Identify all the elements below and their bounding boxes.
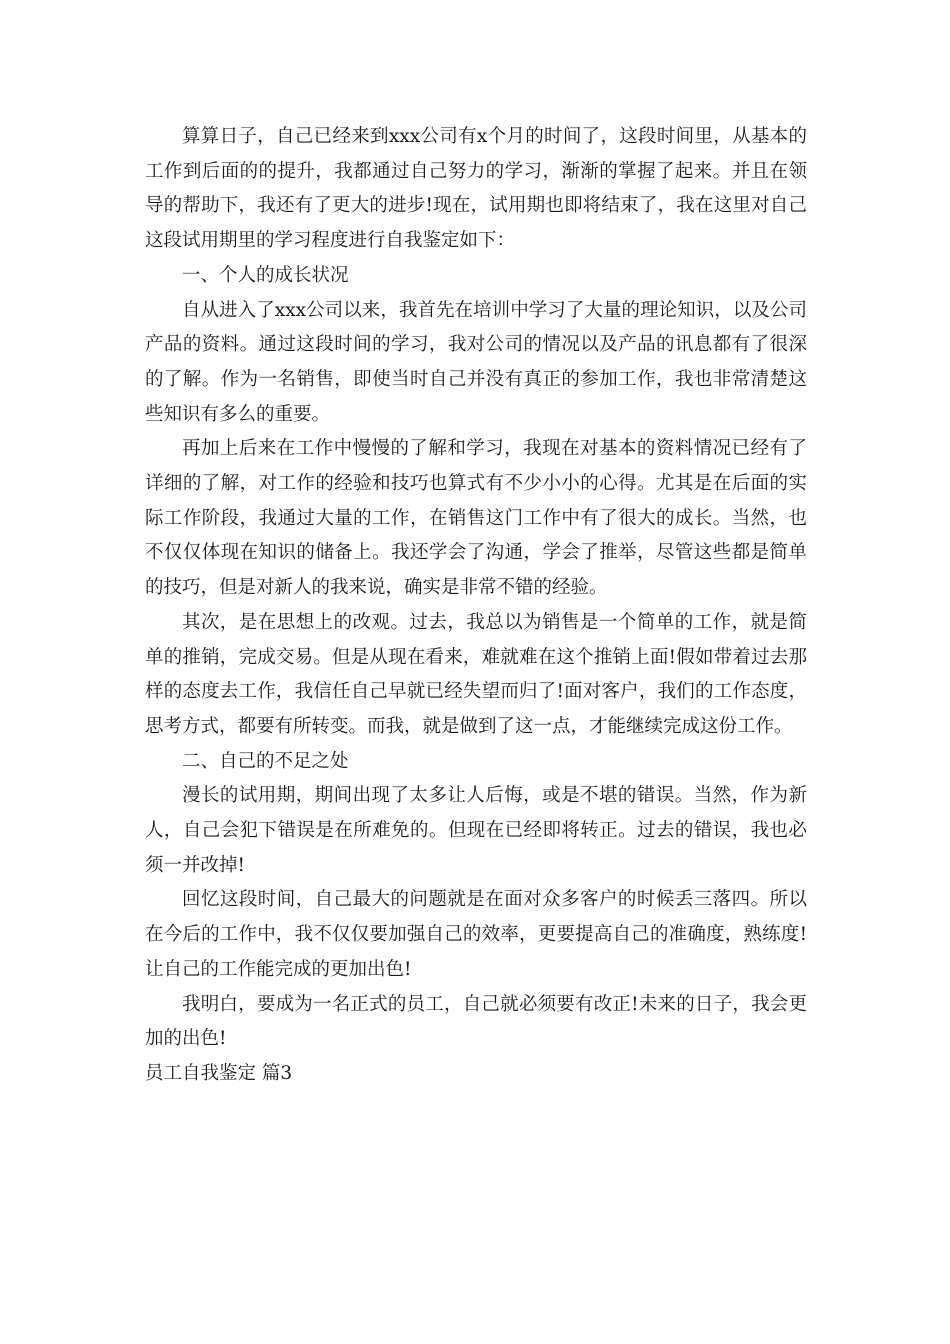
next-article-title: 员工自我鉴定 篇3 xyxy=(145,1062,293,1084)
section-heading-growth: 一、个人的成长状况 xyxy=(182,264,349,286)
body-paragraph: 其次，是在思想上的改观。过去，我总以为销售是一个简单的工作，就是简单的推销，完成交易。但是从现在看来，难就难在这个推销上面!假如带着过去那样的态度去工作，我信任自己早就已经失望而归了!面对客户，我们的工作态度，思考方式，都要有所转变。而我，就是做到了这一点，才能继续完成这份工作。 xyxy=(145,611,807,737)
document-body xyxy=(145,120,807,1092)
body-paragraph: 再加上后来在工作中慢慢的了解和学习，我现在对基本的资料情况已经有了详细的了解，对工作的经验和技巧也算式有不少小小的心得。尤其是在后面的实际工作阶段，我通过大量的工作，在销售这门工作中有了很大的成长。当然，也不仅仅体现在知识的储备上。我还学会了沟通，学会了推举，尽管这些都是简单的技巧，但是对新人的我来说，确实是非常不错的经验。 xyxy=(145,438,807,599)
body-paragraph: 漫长的试用期，期间出现了太多让人后悔，或是不堪的错误。当然，作为新人，自己会犯下错误是在所难免的。但现在已经即将转正。过去的错误，我也必须一并改掉! xyxy=(145,785,807,876)
section-heading-shortcomings: 二、自己的不足之处 xyxy=(182,750,349,772)
body-paragraph: 回忆这段时间，自己最大的问题就是在面对众多客户的时候丢三落四。所以在今后的工作中，我不仅仅要加强自己的效率，更要提高自己的准确度，熟练度!让自己的工作能完成的更加出色! xyxy=(145,889,807,980)
closing-paragraph: 我明白，要成为一名正式的员工，自己就必须要有改正!未来的日子，我会更加的出色! xyxy=(145,993,807,1050)
intro-paragraph: 算算日子，自己已经来到xxx公司有x个月的时间了，这段时间里，从基本的工作到后面的的提升，我都通过自己努力的学习，渐渐的掌握了起来。并且在领导的帮助下，我还有了更大的进步!现在，试用期也即将结束了，我在这里对自己这段试用期里的学习程度进行自我鉴定如下： xyxy=(145,126,807,252)
body-paragraph: 自从进入了xxx公司以来，我首先在培训中学习了大量的理论知识，以及公司产品的资料。通过这段时间的学习，我对公司的情况以及产品的讯息都有了很深的了解。作为一名销售，即使当时自己并没有真正的参加工作，我也非常清楚这些知识有多么的重要。 xyxy=(145,299,807,425)
